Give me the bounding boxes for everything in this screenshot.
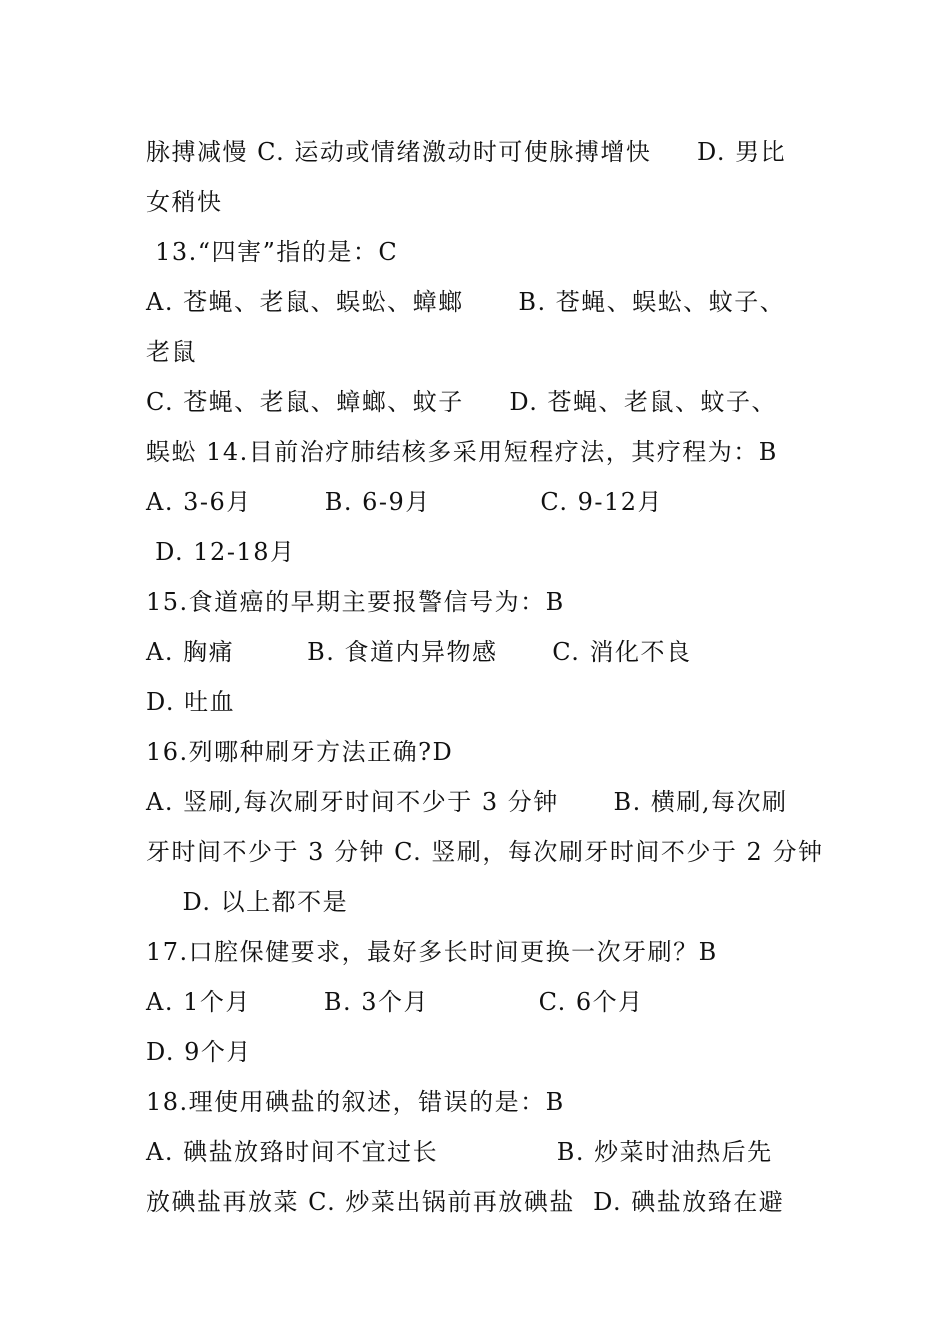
question-15-options-2: D. 吐血 bbox=[146, 688, 236, 716]
question-18-options-2: 放碘盐再放菜 C. 炒菜出锅前再放碘盐 D. 碘盐放臵在避 bbox=[146, 1188, 785, 1216]
question-17-options-1: A. 1个月 B. 3个月 C. 6个月 bbox=[146, 988, 644, 1016]
question-16-title: 16.列哪种刷牙方法正确?D bbox=[146, 738, 454, 766]
question-14-options-2: D. 12-18月 bbox=[146, 538, 296, 566]
question-13-options-2: 老鼠 bbox=[146, 338, 197, 366]
question-13-options-3: C. 苍蝇、老鼠、蟑螂、蚊子 D. 苍蝇、老鼠、蚊子、 bbox=[146, 388, 778, 416]
question-16-options-2: 牙时间不少于 3 分钟 C. 竖刷，每次刷牙时间不少于 2 分钟 bbox=[146, 838, 824, 866]
question-16-options-3: D. 以上都不是 bbox=[146, 888, 349, 916]
text-line-2: 女稍快 bbox=[146, 188, 223, 216]
question-14-options-1: A. 3-6月 B. 6-9月 C. 9-12月 bbox=[146, 488, 664, 516]
question-18-options-1: A. 碘盐放臵时间不宜过长 B. 炒菜时油热后先 bbox=[146, 1138, 773, 1166]
question-16-options-1: A. 竖刷,每次刷牙时间不少于 3 分钟 B. 横刷,每次刷 bbox=[146, 788, 788, 816]
question-13-options-1: A. 苍蝇、老鼠、蜈蚣、蟑螂 B. 苍蝇、蜈蚣、蚊子、 bbox=[146, 288, 786, 316]
question-15-title: 15.食道癌的早期主要报警信号为：B bbox=[146, 588, 565, 616]
question-17-options-2: D. 9个月 bbox=[146, 1038, 252, 1066]
question-13-title: 13.“四害”指的是：C bbox=[146, 238, 399, 266]
question-15-options-1: A. 胸痛 B. 食道内异物感 C. 消化不良 bbox=[146, 638, 692, 666]
question-14-title: 蜈蚣 14.目前治疗肺结核多采用短程疗法，其疗程为：B bbox=[146, 438, 778, 466]
text-line-1: 脉搏减慢 C. 运动或情绪激动时可使脉搏增快 D. 男比 bbox=[146, 138, 787, 166]
question-18-title: 18.理使用碘盐的叙述，错误的是：B bbox=[146, 1088, 565, 1116]
question-17-title: 17.口腔保健要求，最好多长时间更换一次牙刷？B bbox=[146, 938, 718, 966]
